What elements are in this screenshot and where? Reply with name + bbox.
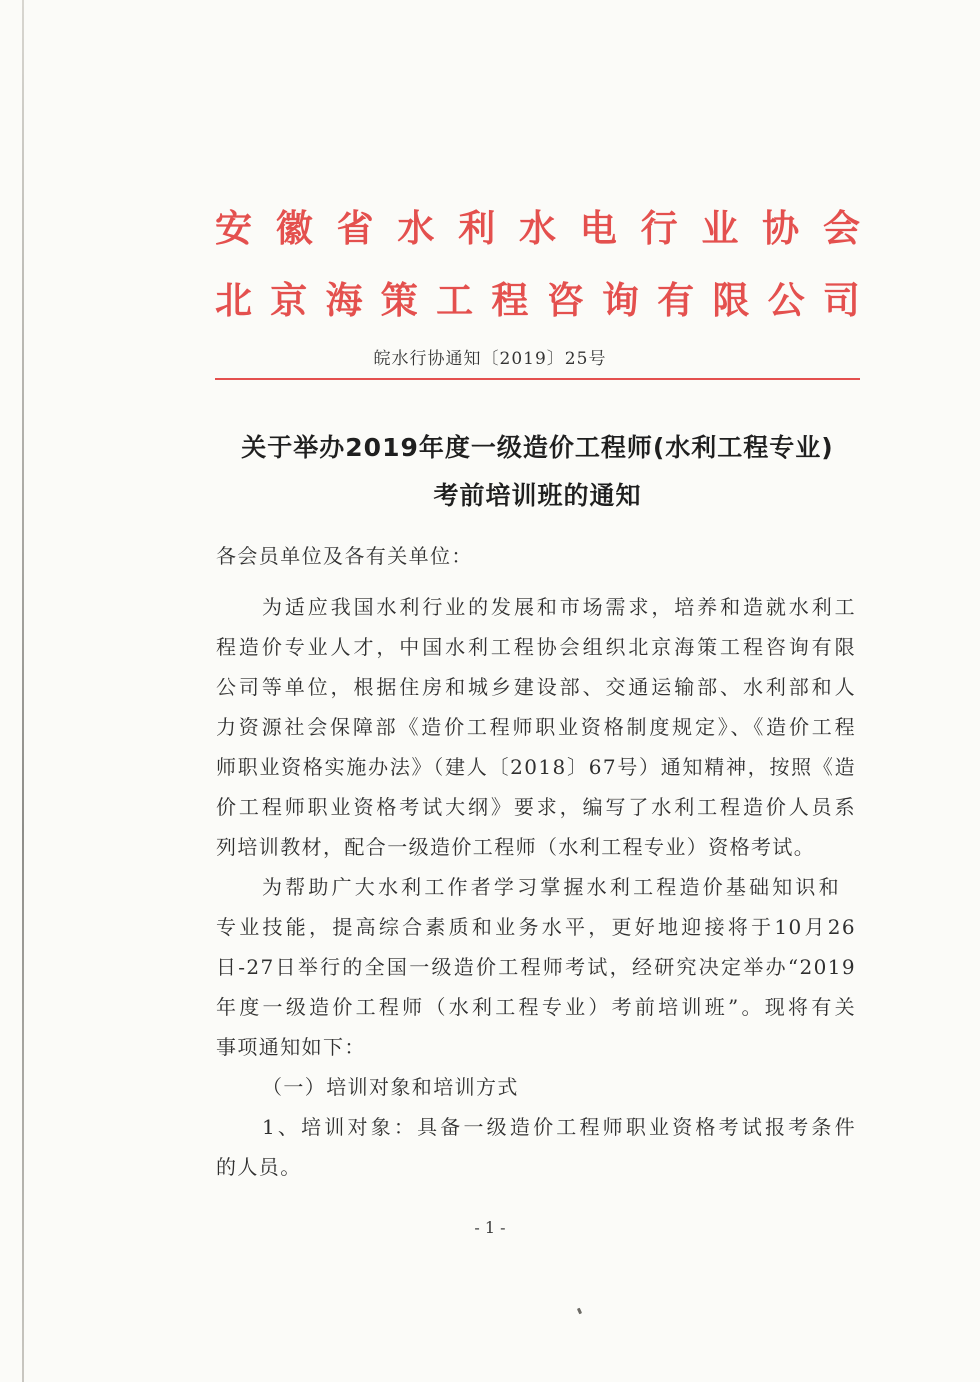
issuer-1-char: 省 (336, 207, 374, 250)
issuer-name-1 (215, 198, 860, 252)
issuer-2-char: 有 (657, 279, 695, 322)
scan-edge-shadow (22, 0, 24, 1382)
paragraph-1-line (216, 631, 856, 660)
paragraph-1-text: 为适应我国水利行业的发展和市场需求，培养和造就水利工 (262, 595, 856, 619)
issuer-2-char: 询 (601, 279, 639, 322)
paragraph-2-text: 日-27日举行的全国一级造价工程师考试，经研究决定举办“2019 (216, 955, 856, 979)
paragraph-2-text: 年度一级造价工程师（水利工程专业）考前培训班”。现将有关 (216, 995, 856, 1019)
notice-title-line-1: 关于举办2019年度一级造价工程师(水利工程专业) (241, 433, 834, 462)
issuer-name-2 (215, 270, 860, 324)
issuer-2-char: 司 (822, 279, 860, 322)
paragraph-1-text: 师职业资格实施办法》（建人〔2018〕67号）通知精神，按照《造 (216, 755, 856, 779)
issuer-1-char: 水 (518, 207, 556, 250)
paragraph-1-line (216, 751, 856, 780)
issuer-1-char: 水 (397, 207, 435, 250)
issuer-2-char: 策 (380, 279, 418, 322)
list-item-text: 1、培训对象：具备一级造价工程师职业资格考试报考条件 (262, 1115, 856, 1139)
paragraph-1-line: 列培训教材，配合一级造价工程师（水利工程专业）资格考试。 (216, 835, 816, 859)
document-number: 皖水行协通知〔2019〕25号 (373, 349, 607, 369)
paragraph-2-line (216, 991, 856, 1020)
issuer-2-char: 公 (767, 279, 805, 322)
issuer-1-char: 行 (640, 207, 678, 250)
paragraph-1-line (216, 791, 856, 820)
paragraph-1-text: 价工程师职业资格考试大纲》要求，编写了水利工程造价人员系 (216, 795, 856, 819)
paragraph-2-line (216, 951, 856, 980)
issuer-1-char: 协 (762, 207, 800, 250)
list-item-line: 的人员。 (216, 1155, 302, 1179)
salutation: 各会员单位及各有关单位： (216, 544, 473, 568)
red-divider-rule (215, 378, 860, 380)
issuer-1-char: 会 (822, 207, 860, 250)
paragraph-1-line (216, 711, 856, 740)
paragraph-1-line (216, 671, 856, 700)
paragraph-1-text: 程造价专业人才，中国水利工程协会组织北京海策工程咨询有限 (216, 635, 856, 659)
paragraph-2-line: 事项通知如下： (216, 1035, 366, 1059)
scan-speck (577, 1308, 582, 1315)
issuer-1-char: 电 (579, 207, 617, 250)
issuer-1-char: 利 (458, 207, 496, 250)
issuer-1-char: 业 (701, 207, 739, 250)
list-item-line (262, 1111, 856, 1140)
issuer-2-char: 咨 (546, 279, 584, 322)
issuer-2-char: 北 (215, 279, 252, 322)
paragraph-2-line (216, 911, 856, 940)
paragraph-2-text: 专业技能，提高综合素质和业务水平，更好地迎接将于10月26 (216, 915, 856, 939)
issuer-1-char: 徽 (275, 207, 313, 250)
section-heading: （一）培训对象和培训方式 (262, 1075, 519, 1099)
notice-title-line-2: 考前培训班的通知 (433, 481, 642, 510)
paragraph-1-text: 公司等单位，根据住房和城乡建设部、交通运输部、水利部和人 (216, 675, 856, 699)
issuer-2-char: 限 (712, 279, 750, 322)
paragraph-1-text: 力资源社会保障部《造价工程师职业资格制度规定》、《造价工程 (216, 715, 856, 739)
paragraph-1-line (262, 591, 856, 620)
page-number: - 1 - (474, 1218, 506, 1237)
issuer-2-char: 程 (491, 279, 529, 322)
paragraph-2-line (262, 871, 840, 900)
issuer-2-char: 京 (270, 279, 308, 322)
issuer-2-char: 工 (436, 279, 474, 322)
issuer-2-char: 海 (325, 279, 363, 322)
paragraph-2-text: 为帮助广大水利工作者学习掌握水利工程造价基础知识和 (262, 875, 840, 899)
issuer-1-char: 安 (215, 207, 252, 250)
